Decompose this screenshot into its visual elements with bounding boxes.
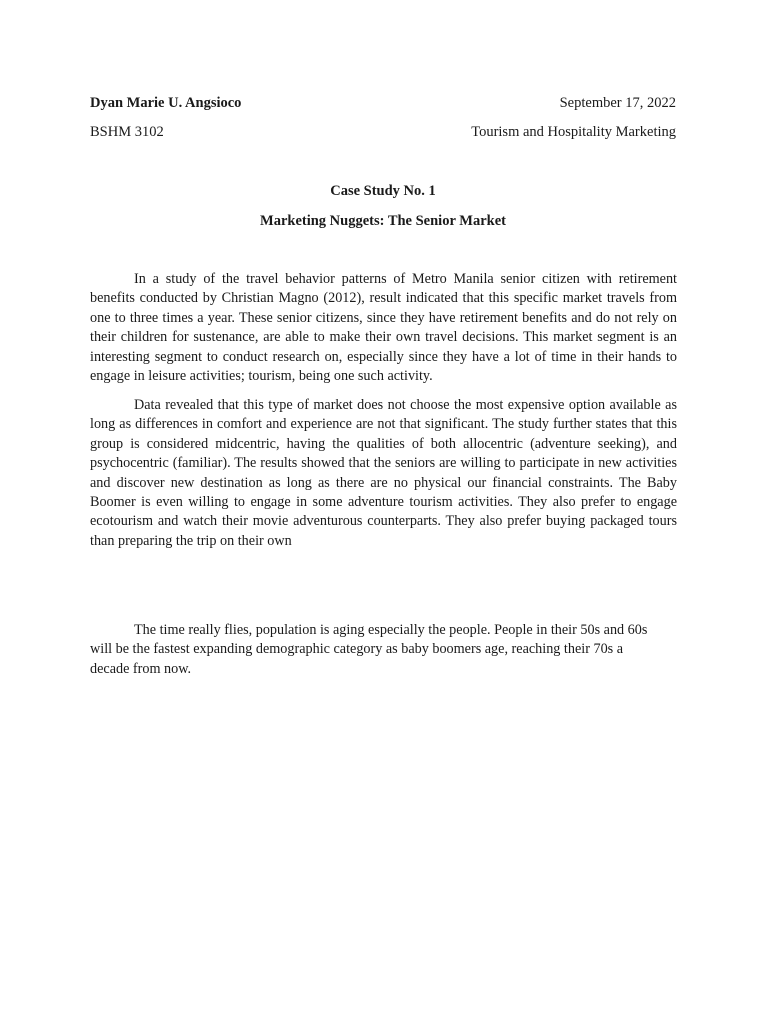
author-name: Dyan Marie U. Angsioco bbox=[90, 95, 242, 111]
body-paragraph-2: Data revealed that this type of market does not choose the most expensive option available as long as differences in comfort and experience are not that significant. The study further states that this group is considered midcentric, having the qualities of both allocentric (adventure seeking), and psychocentric (familiar). The results showed that the seniors are willing to participate in new activities and discover new destination as long as there are no physical our financial constraints. The Baby Boomer is even willing to engage in some adventure tourism activities. They also prefer to engage ecotourism and watch their movie adventurous counterparts. They also prefer buying packaged tours than preparing the trip on their own bbox=[90, 397, 677, 549]
subject-name: Tourism and Hospitality Marketing bbox=[471, 124, 676, 140]
body-paragraph-3: The time really flies, population is aging especially the people. People in their 50s and 60s will be the fastest expanding demographic category as baby boomers age, reaching their 70s a decade from now. bbox=[90, 622, 648, 677]
header-row-course-subject bbox=[90, 123, 676, 141]
case-study-number: Case Study No. 1 bbox=[330, 183, 436, 199]
header-row-author-date bbox=[90, 94, 676, 112]
document-date: September 17, 2022 bbox=[559, 95, 676, 111]
body-paragraph-1: In a study of the travel behavior patterns of Metro Manila senior citizen with retirement benefits conducted by Christian Magno (2012), result indicated that this specific market travels from one to three times a year. These senior citizens, since they have retirement benefits and do not rely on their children for sustenance, are able to make their own travel decisions. This market segment is an interesting segment to conduct research on, especially since they have a lot of time in their hands to engage in leisure activities; tourism, being one such activity. bbox=[90, 271, 677, 385]
course-code: BSHM 3102 bbox=[90, 124, 164, 140]
case-study-title: Marketing Nuggets: The Senior Market bbox=[260, 213, 506, 229]
